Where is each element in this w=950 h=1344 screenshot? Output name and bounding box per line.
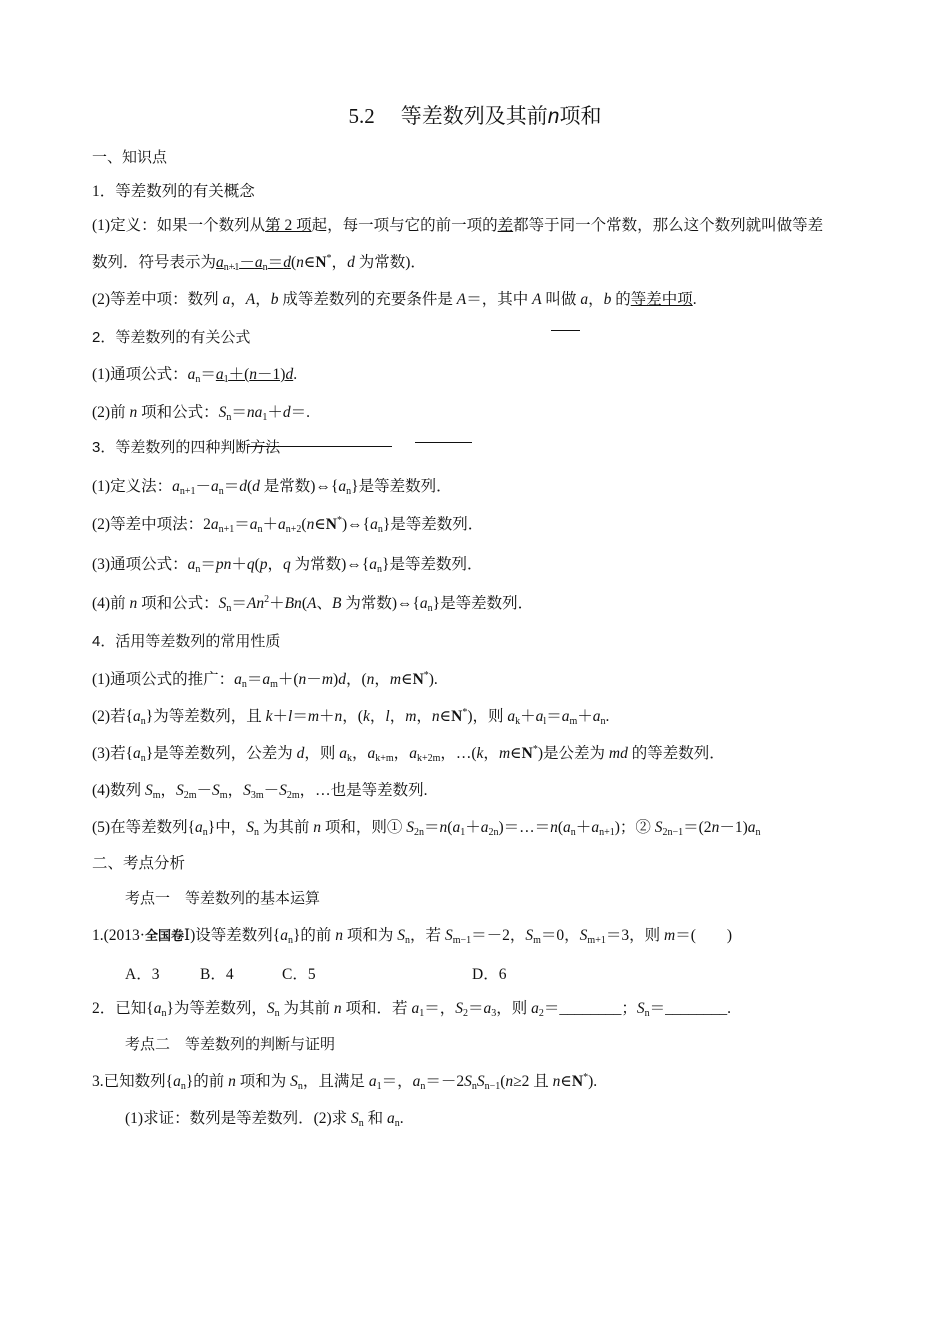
question-3: 3.已知数列$\{a_n\}$的前 n 项和为 $S_n$，且满足 $a_1=$，$a_n=-2S_nS_{n-1}(n\ge 2$ 且 n∈N*). — [92, 1072, 598, 1092]
subheading-properties: 4．活用等差数列的常用性质 — [92, 633, 281, 650]
blank-rule — [551, 330, 580, 331]
title-var: n — [547, 105, 560, 128]
blank-rule — [247, 446, 392, 447]
title-number: 5.2 — [348, 104, 375, 128]
definition-line-2: 数列．符号表示为$a_{n+1}-a_n=d(n\in N^*$，d 为常数)． — [92, 253, 426, 273]
middle-term-line: (2)等差中项：数列 a，A，b 成等差数列的充要条件是 A＝，其中 A 叫做 a，b 的等差中项. — [92, 291, 697, 308]
section-heading-knowledge: 一、知识点 — [92, 149, 168, 166]
section-heading-analysis: 二、考点分析 — [92, 855, 186, 872]
question-2: 2．已知$\{a_n\}$为等差数列，$S_n$ 为其前 n 项和．若 $a_1=$，$S_2=a_3$，则 $a_2=\_\_\_\_\_\_\_\_$；$S_n=\_\_\_\_\_\_\_\_$. — [92, 1000, 732, 1019]
judgement-general: (3)通项公式：$a_n=pn+q(p$，q 为常数)$\Leftrightarrow\{a_n\}$是等差数列． — [92, 556, 483, 575]
option-c: C．5 — [282, 966, 316, 983]
question-3-subparts: (1)求证：数列是等差数列．(2)求 $S_n$ 和 $a_n$. — [125, 1110, 404, 1129]
property-5: (5)在等差数列$\{a_n\}$中，$S_n$ 为其前 n 项和，则① $S_{2n}=n(a_1+a_{2n})=\dots=n(a_n+a_{n+1})$；② $S_{2n-1}=(2n-1)a_n$ — [92, 819, 761, 838]
general-term-formula: (1)通项公式：$a_n=a_1+(n-1)d$. — [92, 366, 298, 385]
option-d: D．6 — [472, 966, 507, 983]
judgement-sum: (4)前 n 项和公式：$S_n=An^2+Bn(A$、B 为常数)$\Leftrightarrow\{a_n\}$是等差数列． — [92, 594, 534, 614]
property-4: (4)数列 $S_m$，$S_{2m}-S_m$，$S_{3m}-S_{2m}$，…也是等差数列. — [92, 782, 428, 801]
property-1: (1)通项公式的推广：$a_n=a_m+(n-m)d$，(n，m∈N*). — [92, 670, 438, 690]
page-title — [0, 100, 950, 130]
question-1: 1.(2013·全国卷Ⅰ)设等差数列$\{a_n\}$的前 n 项和为 $S_n$，若 $S_{m-1}=-2$，$S_m=0$，$S_{m+1}=3$，则 m＝( ) — [92, 927, 733, 946]
option-b: B．4 — [200, 966, 234, 983]
topic-1-heading: 考点一 等差数列的基本运算 — [125, 890, 321, 907]
topic-2-heading: 考点二 等差数列的判断与证明 — [125, 1036, 336, 1053]
blank-rule — [415, 442, 472, 443]
title-text: 等差数列及其前 — [400, 105, 548, 128]
title-text-after: 项和 — [559, 105, 602, 128]
sum-formula: (2)前 n 项和公式：$S_n=na_1+d=$. — [92, 404, 311, 423]
judgement-middle: (2)等差中项法：$2a_{n+1}=a_n+a_{n+2}(n\in N^*)\Leftrightarrow\{a_n\}$是等差数列． — [92, 515, 484, 535]
subheading-concepts: 1．等差数列的有关概念 — [92, 183, 255, 200]
subheading-formulas: 2．等差数列的有关公式 — [92, 329, 251, 346]
definition-line-1: (1)定义：如果一个数列从第 2 项起，每一项与它的前一项的差都等于同一个常数，那么这个数列就叫做等差 — [92, 217, 824, 234]
option-a: A．3 — [125, 966, 160, 983]
subheading-judgement: 3．等差数列的四种判断方法 — [92, 439, 281, 456]
property-3: (3)若$\{a_n\}$是等差数列，公差为 d，则 $a_k$，$a_{k+m}$，$a_{k+2m}$，…(k，m∈N*)是公差为 md 的等差数列． — [92, 744, 725, 764]
judgement-definition: (1)定义法：$a_{n+1}-a_n=d(d$ 是常数)$\Leftrightarrow\{a_n\}$是等差数列． — [92, 478, 452, 497]
property-2: (2)若$\{a_n\}$为等差数列，且 k＋l＝m＋n，(k，l，m，n∈N*)，则 $a_k+a_l=a_m+a_n$. — [92, 707, 610, 727]
